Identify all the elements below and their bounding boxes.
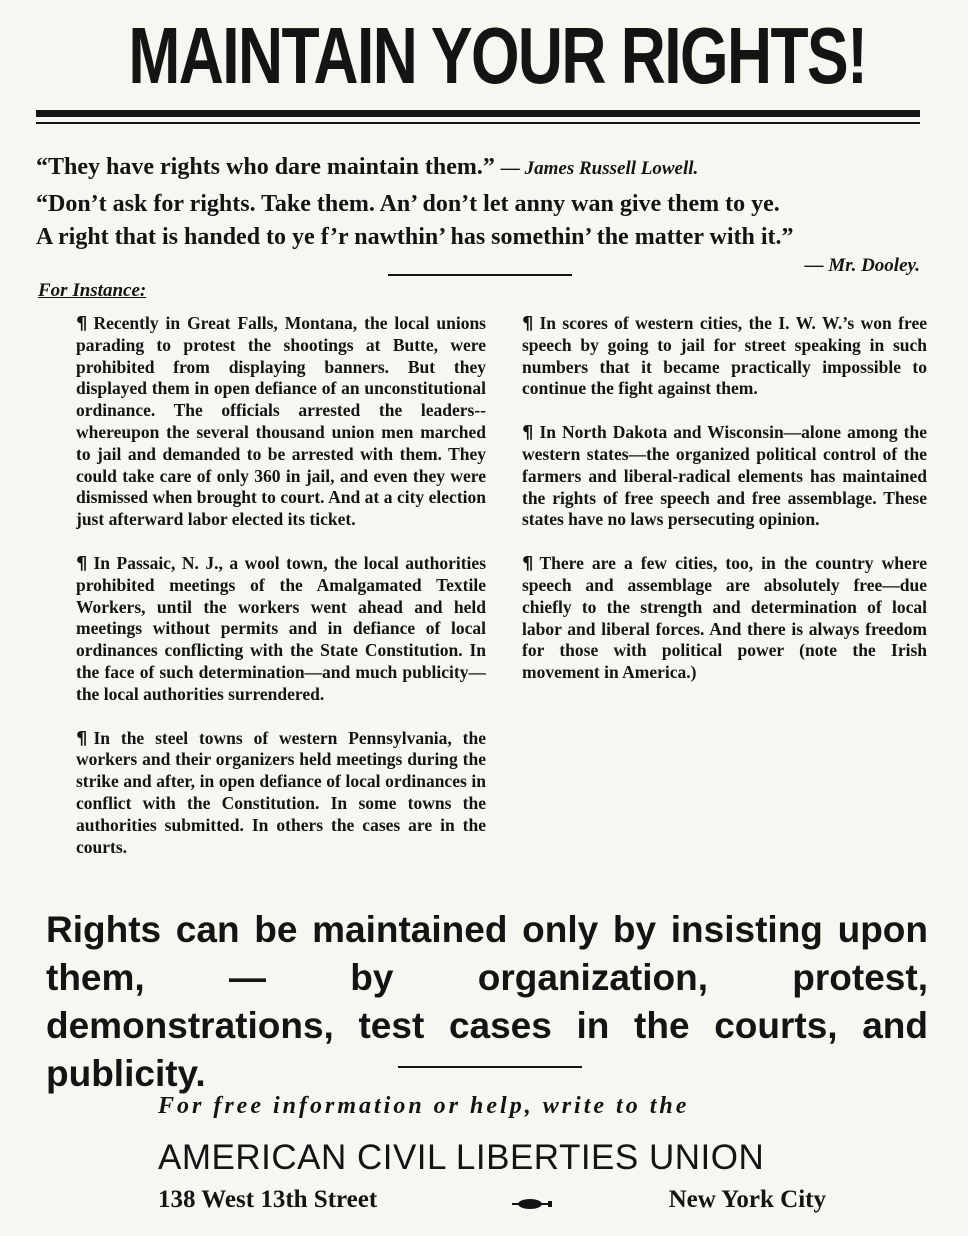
closing-statement: Rights can be maintained only by insisting upon them, — by organization, protest, demonstrations, test cases in the courts, and publicity. (46, 909, 928, 1094)
pilcrow-icon: ¶ (76, 727, 88, 749)
paragraph-text: In scores of western cities, the I. W. W.’s won free speech by going to jail for street speaking in such numbers that it became practically impossible to continue the fight against them. (522, 313, 927, 399)
paragraph-steel-towns (76, 728, 486, 859)
union-label-icon (510, 1196, 554, 1212)
city-name: New York City (668, 1186, 826, 1213)
organization-name: AMERICAN CIVIL LIBERTIES UNION (158, 1138, 765, 1177)
lowell-attribution: — James Russell Lowell. (500, 158, 699, 179)
dooley-attribution: — Mr. Dooley. (804, 255, 920, 276)
headline-rule-thin (36, 122, 920, 124)
paragraph-free-cities (522, 553, 927, 684)
paragraph-passaic (76, 553, 486, 706)
paragraph-text: In Passaic, N. J., a wool town, the local authorities prohibited meetings of the Amalgamated Textile Workers, until the workers went ahead and held meetings without permits and in defiance of local ordinances conflicting with the State Constitution. In the face of such determination—and much publicity—the local authorities surrendered. (76, 552, 486, 704)
right-column (522, 313, 927, 888)
street-address: 138 West 13th Street (158, 1186, 378, 1213)
divider-top (388, 274, 572, 276)
pilcrow-icon: ¶ (522, 422, 534, 444)
paragraph-great-falls (76, 313, 486, 531)
pilcrow-icon: ¶ (522, 553, 534, 575)
pilcrow-icon: ¶ (522, 313, 534, 334)
headline: MAINTAIN YOUR RIGHTS! (128, 11, 867, 100)
divider-bottom (398, 1066, 582, 1068)
lowell-quote-text: “They have rights who dare maintain them.” (36, 154, 495, 180)
dooley-quote-line-2: A right that is handed to ye f’r nawthin’ has somethin’ the matter with it.” (36, 224, 794, 250)
lowell-quote (36, 150, 920, 186)
pilcrow-icon: ¶ (76, 313, 88, 334)
paragraph-iww (522, 313, 927, 400)
paragraph-north-dakota (522, 422, 927, 531)
paragraph-text: In the steel towns of western Pennsylvania, the workers and their organizers held meetings during the strike and after, in open defiance of local ordinances in conflict with the Constitution. In some towns the authorities submitted. In others the cases are in the courts. (76, 727, 486, 857)
paragraph-text: There are a few cities, too, in the country where speech and assemblage are absolutely free—due chiefly to the strength and determination of local labor and liberal forces. And there is always freedom for those with political power (note the Irish movement in America.) (522, 553, 927, 683)
paragraph-text: In North Dakota and Wisconsin—alone among the western states—the organized political control of the farmers and liberal-radical elements has maintained the rights of free speech and free assemblage. These states have no laws persecuting opinion. (522, 422, 927, 530)
paragraph-text: Recently in Great Falls, Montana, the local unions parading to protest the shootings at Butte, were prohibited from displaying banners. But they displayed them in open defiance of an unconstitutional ordinance. The officials arrested the leaders--whereupon the several thousand union men marched to jail and demanded to be arrested with them. They could take care of only 360 in jail, and even they were dismissed when brought to court. And at a city election just afterward labor elected its ticket. (76, 313, 486, 530)
contact-intro: For free information or help, write to the (158, 1093, 690, 1119)
pilcrow-icon: ¶ (76, 552, 88, 574)
headline-rule-thick (36, 110, 920, 117)
dooley-quote-line-1: “Don’t ask for rights. Take them. An’ don’t let anny wan give them to ye. (36, 191, 780, 217)
left-column (76, 313, 486, 888)
for-instance-label: For Instance: (38, 280, 147, 301)
